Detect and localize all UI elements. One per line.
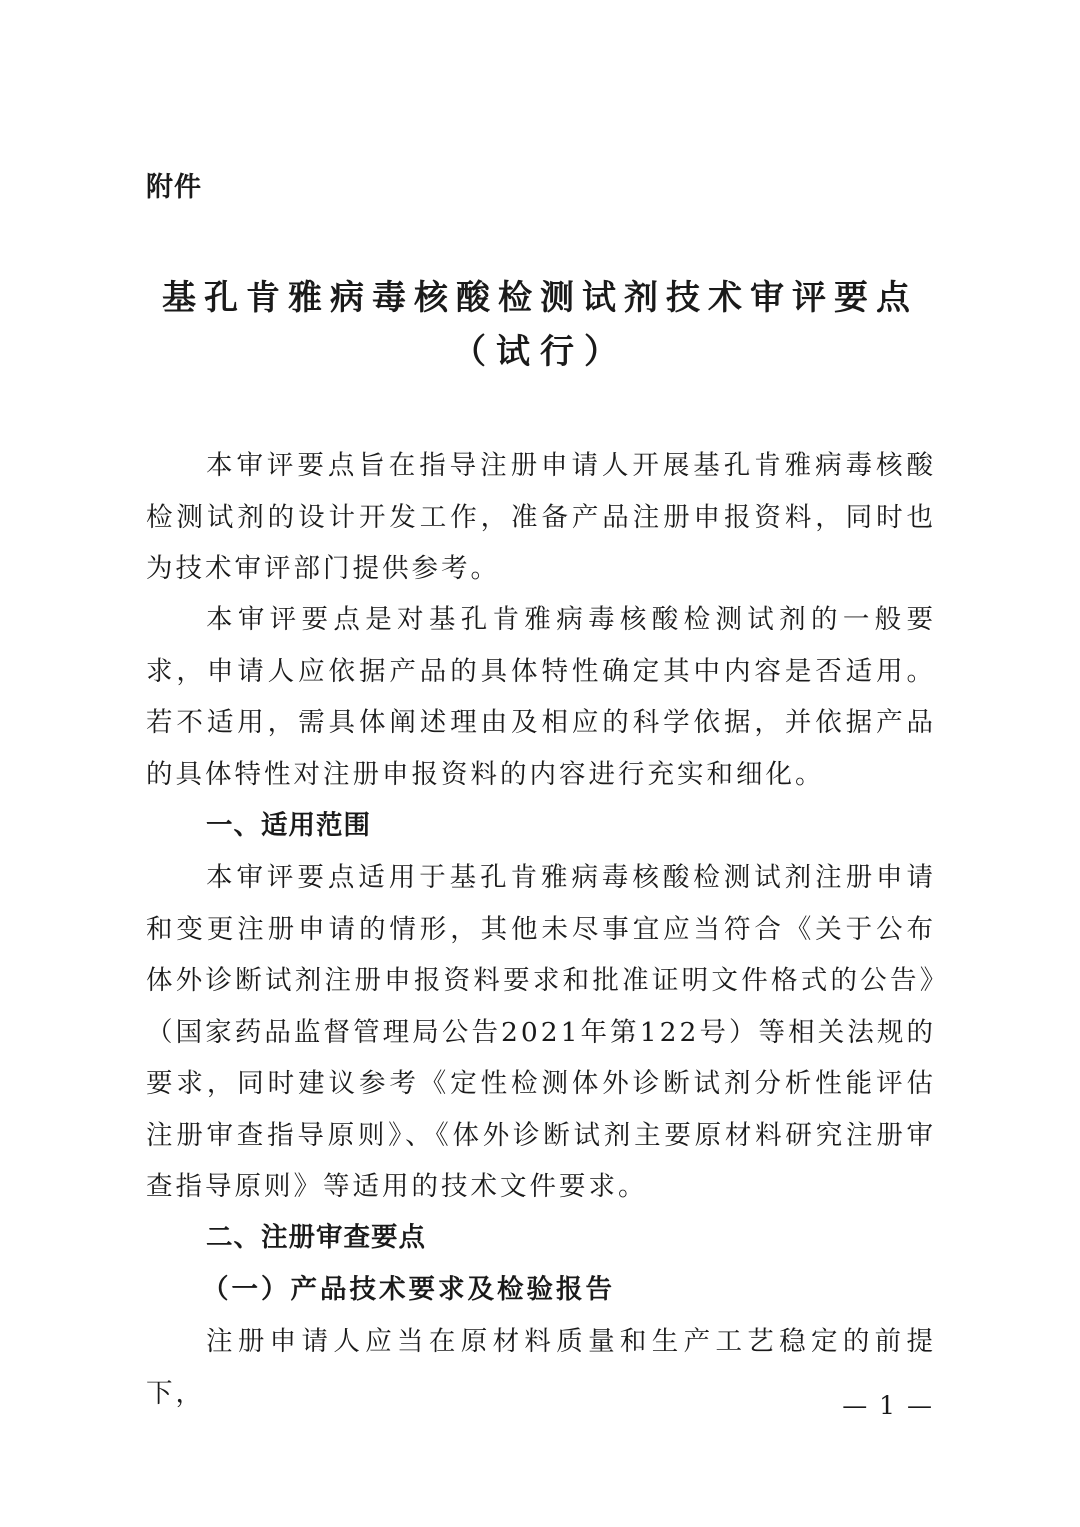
section-1-paragraph: 本审评要点适用于基孔肯雅病毒核酸检测试剂注册申请和变更注册申请的情形，其他未尽事宜应当符合《关于公布体外诊断试剂注册申报资料要求和批准证明文件格式的公告》（国家药品监督管理局公告2021年第122号）等相关法规的要求，同时建议参考《定性检测体外诊断试剂分析性能评估注册审查指导原则》、《体外诊断试剂主要原材料研究注册审查指导原则》等适用的技术文件要求。 [146, 862, 936, 1202]
subsection-1-heading: （一）产品技术要求及检验报告 [202, 1274, 615, 1305]
document-subtitle: （试行） [452, 332, 628, 372]
intro-paragraph-1: 本审评要点旨在指导注册申请人开展基孔肯雅病毒核酸检测试剂的设计开发工作，准备产品注册申报资料，同时也为技术审评部门提供参考。 [146, 450, 936, 584]
document-title: 基孔肯雅病毒核酸检测试剂技术审评要点 [162, 278, 918, 318]
section-2-heading-block [146, 1212, 936, 1264]
intro-paragraph-1-block [146, 440, 936, 595]
intro-paragraph-2-block [146, 594, 936, 800]
section-1-paragraph-block [146, 852, 936, 1213]
section-2-heading: 二、注册审查要点 [206, 1222, 426, 1253]
subsection-1-paragraph: 注册申请人应当在原材料质量和生产工艺稳定的前提下， [146, 1326, 936, 1409]
page-number: — 1 — [842, 1391, 934, 1420]
intro-paragraph-2: 本审评要点是对基孔肯雅病毒核酸检测试剂的一般要求，申请人应依据产品的具体特性确定其中内容是否适用。若不适用，需具体阐述理由及相应的科学依据，并依据产品的具体特性对注册申报资料的内容进行充实和细化。 [146, 604, 936, 790]
subsection-1-heading-block [146, 1264, 936, 1316]
section-1-heading: 一、适用范围 [206, 810, 371, 841]
section-1-heading-block [146, 800, 936, 852]
subsection-1-paragraph-block [146, 1316, 936, 1419]
attachment-label: 附件 [146, 172, 202, 203]
